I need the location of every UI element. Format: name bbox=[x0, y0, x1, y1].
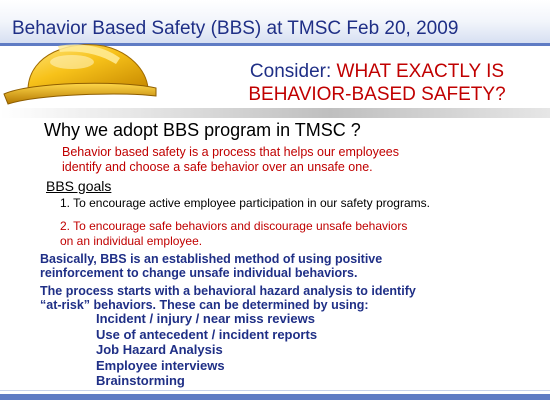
process-paragraph bbox=[40, 284, 416, 312]
why-heading: Why we adopt BBS program in TMSC ? bbox=[44, 120, 361, 140]
goals-heading: BBS goals bbox=[46, 178, 112, 194]
list-item: Use of antecedent / incident reports bbox=[96, 326, 318, 342]
basically-line1: Basically, BBS is an established method of using positive bbox=[40, 252, 383, 266]
process-line2: “at-risk” behaviors. These can be determined by using: bbox=[40, 298, 369, 312]
consider-lead: Consider: bbox=[249, 61, 332, 82]
goal-2-line2: on an individual employee. bbox=[60, 234, 203, 248]
definition-line1: Behavior based safety is a process that helps our employees bbox=[62, 145, 399, 159]
list-item: Job Hazard Analysis bbox=[96, 342, 223, 357]
consider-question-line2: BEHAVIOR-BASED SAFETY? bbox=[248, 84, 506, 105]
methods-list bbox=[96, 311, 317, 389]
list-item: Employee interviews bbox=[96, 357, 225, 373]
goal-2-line1: 2. To encourage safe behaviors and discourage unsafe behaviors bbox=[60, 219, 408, 233]
basically-line2: reinforcement to change unsafe individual behaviors. bbox=[40, 266, 358, 280]
footer-rule bbox=[0, 390, 550, 391]
footer-bar bbox=[0, 394, 550, 400]
process-line1: The process starts with a behavioral hazard analysis to identify bbox=[40, 284, 416, 298]
definition-text bbox=[62, 145, 399, 175]
divider-band bbox=[0, 108, 550, 118]
list-item: Incident / injury / near miss reviews bbox=[96, 311, 315, 326]
goal-2 bbox=[60, 219, 407, 249]
basically-paragraph bbox=[40, 252, 382, 280]
hard-hat-icon bbox=[0, 32, 158, 112]
definition-line2: identify and choose a safe behavior over an unsafe one. bbox=[62, 160, 373, 174]
consider-heading bbox=[207, 60, 547, 106]
slide-title: Behavior Based Safety (BBS) at TMSC Feb 20, 2009 bbox=[12, 18, 459, 39]
consider-question-line1: WHAT EXACTLY IS bbox=[336, 61, 505, 82]
goal-1: 1. To encourage active employee participation in our safety programs. bbox=[60, 196, 430, 210]
list-item: Brainstorming bbox=[96, 373, 185, 388]
